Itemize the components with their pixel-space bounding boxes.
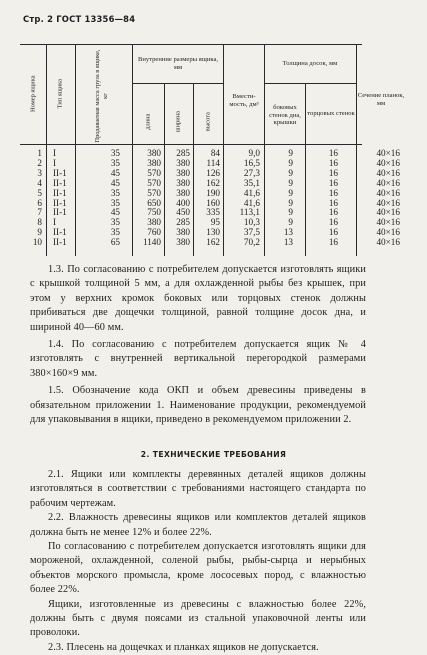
table-cell: 16 (328, 197, 338, 208)
table-cell: 9 (288, 177, 293, 188)
table-cell: 37,5 (243, 227, 260, 238)
table-cell: 16 (328, 148, 338, 158)
table-cell: 35 (110, 148, 120, 158)
table-cell: II-1 (53, 237, 67, 248)
table-cell: II-1 (53, 187, 67, 198)
col-divider (132, 44, 133, 256)
paragraph-2-3: 2.3. Плесень на дощечках и планках ящиков не допускается. (48, 641, 319, 653)
table-cell: 285 (176, 148, 190, 158)
paragraph-2-2: 2.2. Влажность древесины ящиков или комплектов деталей ящиков должна быть не менее 12% и более 22%. (30, 512, 366, 538)
table-cell: 35 (110, 157, 120, 168)
table-cell: 400 (176, 197, 190, 208)
table-cell: 650 (147, 197, 161, 208)
table-cell: 16 (328, 207, 338, 218)
col-header-mass: Продаваемая масса груза в ящике, кг (94, 49, 109, 143)
table-cell: 40×16 (376, 227, 400, 238)
table-cell: 9,0 (248, 148, 260, 158)
table-cell: 570 (147, 167, 161, 178)
table-cell: 10,3 (243, 217, 260, 228)
table-cell: 114 (206, 157, 220, 168)
table-cell: 5 (37, 187, 42, 198)
col-divider (46, 44, 47, 256)
page-header: Стр. 2 ГОСТ 13356—84 (23, 14, 136, 24)
table-cell: 380 (176, 187, 190, 198)
table-cell: 380 (176, 177, 190, 188)
table-cell: 380 (147, 148, 161, 158)
column-width (166, 149, 190, 248)
box-dimensions-table (0, 0, 427, 260)
paragraphs-section-2 (30, 468, 366, 655)
col-divider (223, 44, 224, 256)
table-cell: 450 (176, 207, 190, 218)
table-cell: 7 (37, 207, 42, 218)
table-cell: 760 (147, 227, 161, 238)
table-cell: 40×16 (376, 207, 400, 218)
paragraph-1-5: 1.5. Обозначение кода ОКП и объем древесины приведены в обязательном приложении 1. Наименование продукции, рекомендуемой для упаковывания в ящики, приведено в рекомендуемом приложении 2. (30, 385, 366, 426)
table-cell: 570 (147, 177, 161, 188)
table-cell: 40×16 (376, 148, 400, 158)
table-cell: 113,1 (239, 207, 260, 218)
table-cell: 3 (37, 167, 42, 178)
table-cell: I (53, 148, 57, 158)
table-cell: 70,2 (243, 237, 260, 248)
col-header-end: торцовых стенок (307, 110, 355, 117)
col-header-section: Сечение планок, мм (357, 92, 405, 107)
paragraph-1-3: 1.3. По согласованию с потребителем допускается изготовлять ящики с крышкой толщиной 5 мм, а для охлажденной рыбы без крышек, при этом у верхних кромок боковых или торцовых стенок должны прибиваться две дощечки толщиной, равной толщине досок дна, и шириной 40—60 мм. (30, 264, 366, 333)
table-cell: 9 (288, 207, 293, 218)
table-cell: 16,5 (243, 157, 260, 168)
table-cell: 9 (37, 227, 42, 238)
table-cell: 45 (110, 167, 120, 178)
paragraph-1-4: 1.4. По согласованию с потребителем допускается ящик № 4 изготовлять с внутренней вертикальной перегородкой размерами 380×160×9 мм. (30, 339, 366, 379)
table-cell: 16 (328, 177, 338, 188)
table-cell: 35 (110, 187, 120, 198)
table-cell: II-1 (53, 177, 67, 188)
table-cell: 126 (206, 167, 220, 178)
table-cell: 162 (206, 177, 220, 188)
table-cell: 45 (110, 207, 120, 218)
col-header-width: ширина (174, 111, 182, 133)
table-cell: I (53, 157, 57, 168)
table-cell: 16 (328, 157, 338, 168)
paragraph-2-2-b: По согласованию с потребителем допускается изготовлять ящики для мороженой, охлажденной, соленой рыбы, рыбы-сырца и нерыбных объектов морского промысла, кроме лососевых пород, с влажностью более 22%. (30, 541, 366, 596)
table-cell: 380 (147, 217, 161, 228)
table-cell: 84 (210, 148, 220, 158)
column-end-thickness (318, 149, 338, 248)
table-cell: 10 (32, 237, 42, 248)
table-cell: 35 (110, 197, 120, 208)
table-cell: 9 (288, 217, 293, 228)
table-cell: II-1 (53, 167, 67, 178)
table-cell: 380 (147, 157, 161, 168)
table-cell: 130 (206, 227, 220, 238)
column-section (358, 149, 400, 248)
table-cell: 41,6 (243, 187, 260, 198)
table-cell: 40×16 (376, 167, 400, 178)
table-cell: 380 (176, 167, 190, 178)
col-header-box-number: Номер ящика (29, 75, 37, 112)
table-cell: 35 (110, 217, 120, 228)
table-cell: 2 (37, 157, 42, 168)
column-mass (98, 149, 120, 248)
table-cell: 40×16 (376, 197, 400, 208)
table-cell: 16 (328, 187, 338, 198)
table-cell: 1140 (142, 237, 161, 248)
table-cell: 380 (176, 237, 190, 248)
col-header-capacity: Вмести-мость, дм³ (229, 93, 259, 108)
table-cell: 65 (110, 237, 120, 248)
table-cell: 16 (328, 227, 338, 238)
table-cell: 40×16 (376, 177, 400, 188)
table-cell: 40×16 (376, 217, 400, 228)
table-cell: II-1 (53, 227, 67, 238)
table-cell: 9 (288, 148, 293, 158)
table-cell: 6 (37, 197, 42, 208)
table-cell: 160 (206, 197, 220, 208)
column-length (134, 149, 161, 248)
table-cell: 95 (210, 217, 220, 228)
table-cell: 9 (288, 187, 293, 198)
table-cell: I (53, 217, 57, 228)
group-header-internal: Внутренние размеры ящика, мм (137, 56, 219, 71)
table-cell: 41,6 (243, 197, 260, 208)
col-divider (356, 44, 357, 256)
col-header-height: высота (204, 112, 212, 132)
table-cell: 16 (328, 237, 338, 248)
table-cell: 27,3 (243, 167, 260, 178)
col-divider (264, 44, 265, 256)
table-cell: 13 (283, 237, 293, 248)
col-divider (305, 83, 306, 256)
table-cell: II-1 (53, 207, 67, 218)
table-cell: 16 (328, 217, 338, 228)
table-cell: 13 (283, 227, 293, 238)
table-cell: 40×16 (376, 237, 400, 248)
col-divider (75, 44, 76, 256)
table-cell: 45 (110, 177, 120, 188)
paragraph-2-2-c: Ящики, изготовленные из древесины с влажностью более 22%, должны быть с двумя поясами из стальной упаковочной ленты или проволоки. (30, 598, 366, 639)
table-top-rule (20, 44, 362, 45)
table-cell: 162 (206, 237, 220, 248)
table-cell: 16 (328, 167, 338, 178)
column-box-type (53, 149, 75, 248)
col-header-box-type: Тип ящика (56, 79, 64, 109)
table-cell: 8 (37, 217, 42, 228)
table-cell: 4 (37, 177, 42, 188)
table-cell: 40×16 (376, 157, 400, 168)
column-box-number (28, 149, 42, 248)
group-header-thickness: Толщина досок, мм (282, 60, 338, 67)
column-side-thickness (270, 149, 293, 248)
group-thickness-rule (264, 83, 356, 84)
table-cell: 380 (176, 227, 190, 238)
table-header-bottom-rule (20, 144, 362, 145)
table-cell: 570 (147, 187, 161, 198)
table-cell: 335 (206, 207, 220, 218)
table-cell: 9 (288, 167, 293, 178)
col-divider (193, 83, 194, 256)
table-cell: II-1 (53, 197, 67, 208)
table-cell: 1 (37, 148, 42, 158)
paragraph-2-1: 2.1. Ящики или комплекты деревянных деталей ящиков должны изготовляться в соответствии с требованиями настоящего стандарта по рабочим чертежам. (30, 469, 366, 509)
group-internal-rule (132, 83, 223, 84)
col-header-side: боковых стенок дна, крышки (269, 104, 301, 127)
col-divider (164, 83, 165, 256)
table-cell: 190 (206, 187, 220, 198)
col-header-length: длина (144, 113, 152, 130)
paragraphs-section-1 (30, 263, 366, 427)
table-cell: 35 (110, 227, 120, 238)
table-cell: 40×16 (376, 187, 400, 198)
column-height (196, 149, 220, 248)
table-cell: 9 (288, 157, 293, 168)
table-cell: 285 (176, 217, 190, 228)
section-title: 2. ТЕХНИЧЕСКИЕ ТРЕБОВАНИЯ (140, 450, 287, 459)
column-capacity (226, 149, 260, 248)
table-cell: 35,1 (243, 177, 260, 188)
table-cell: 380 (176, 157, 190, 168)
table-cell: 9 (288, 197, 293, 208)
table-cell: 750 (147, 207, 161, 218)
